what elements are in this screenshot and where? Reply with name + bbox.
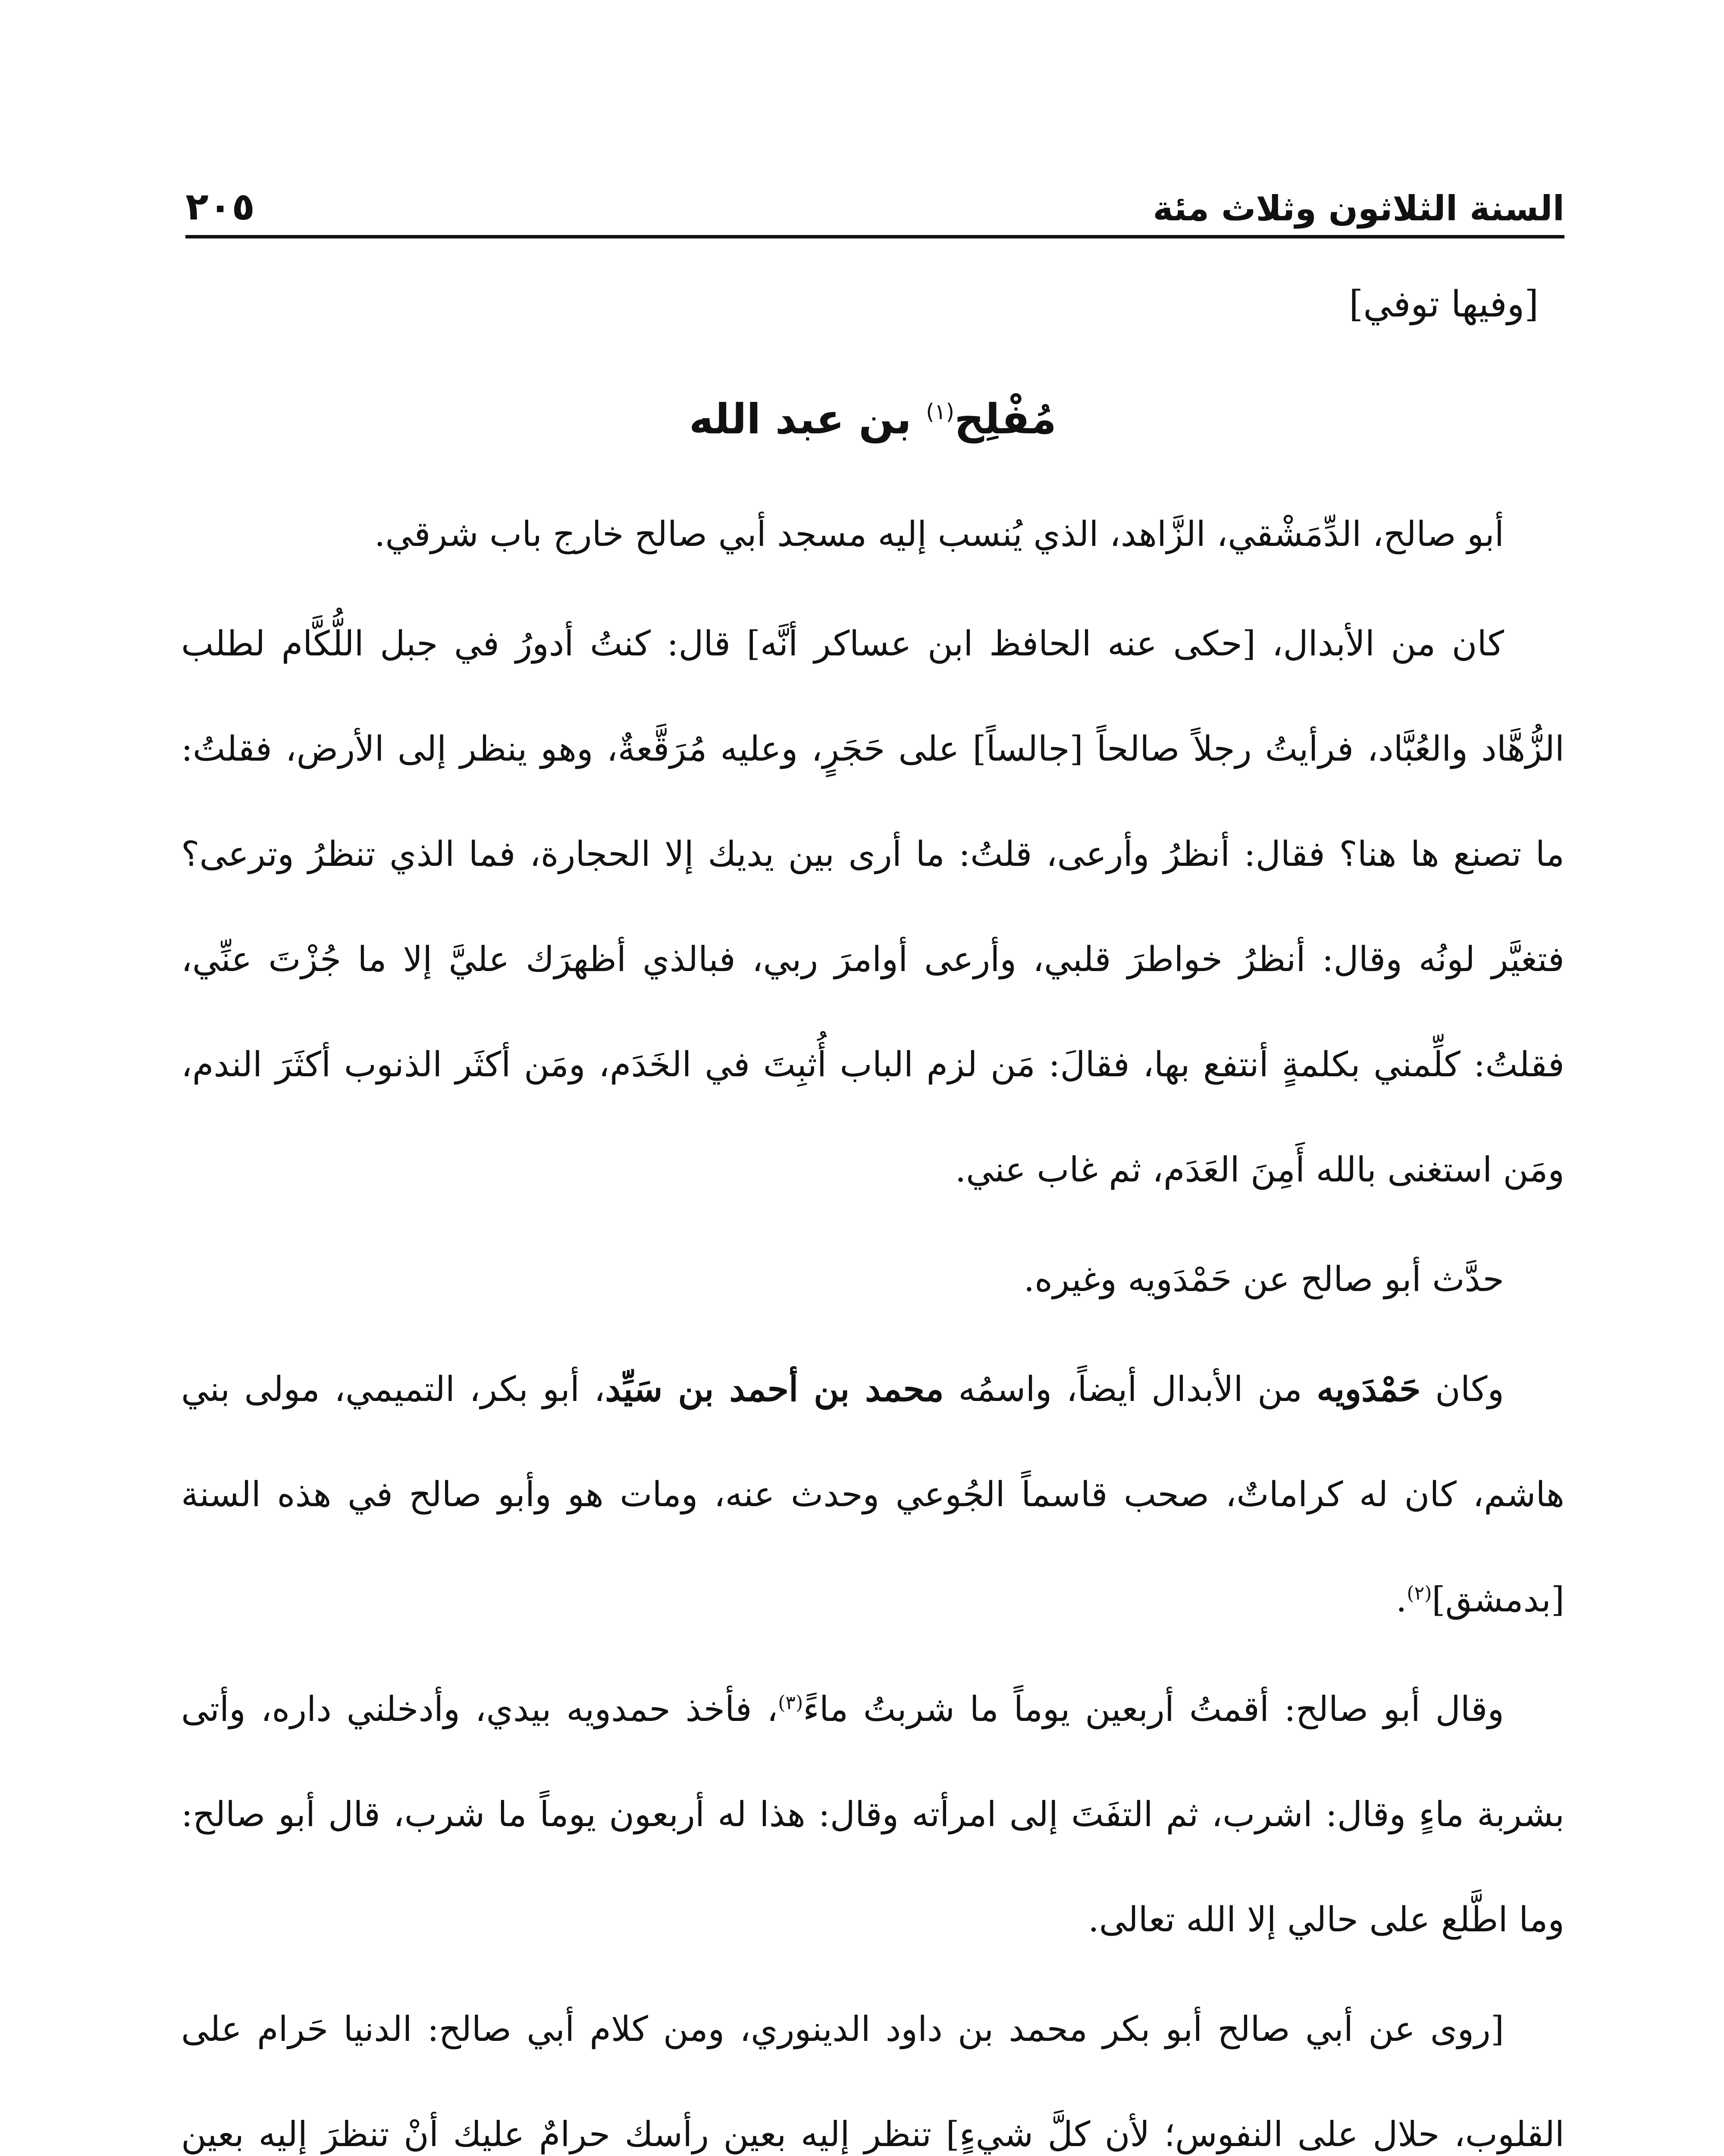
page-number: ٢٠٥ [185,184,255,229]
paragraph-text: كان من الأبدال، [حكى عنه الحافظ ابن عساكر أنَّه] قال: كنتُ أدورُ في جبل اللُّكَّام لطلب الزُّهَّاد والعُبَّاد، فرأيتُ رجلاً صالحاً [جالساً] على حَجَرٍ، وعليه مُرَقَّعةٌ، وهو ينظر إلى الأرض، فقلتُ: ما تصنع ها هنا؟ فقال: أنظرُ وأرعى، قلتُ: ما أرى بين يديك إلا الحجارة، فما الذي تنظرُ وترعى؟ فتغيَّر لونُه وقال: أنظرُ خواطرَ قلبي، وأرعى أوامرَ ربي، فبالذي أظهرَك عليَّ إلا ما جُزْتَ عنِّي، فقلتُ: كلِّمني بكلمةٍ أنتفع بها، فقالَ: مَن لزم الباب أُثبِتَ في الخَدَم، ومَن أكثَر الذنوب أكثَرَ الندم، ومَن استغنى بالله أَمِنَ العَدَم، ثم غاب عني. [181,624,1565,1190]
running-title: السنة الثلاثون وثلاث مئة [1153,188,1564,229]
paragraph-text: . [1395,1579,1407,1620]
paragraph-6 [181,1977,1564,2156]
heading-rest: بن عبد الله [689,395,926,443]
paragraph-3 [181,1227,1564,1332]
paragraph-text: وكان [1420,1369,1504,1409]
paragraph-1 [181,482,1564,587]
paragraph-4 [181,1336,1564,1652]
heading-footnote-ref: (١) [926,399,955,424]
paragraph-2 [181,591,1564,1222]
entry-heading [181,379,1564,451]
paragraph-5 [181,1657,1564,1972]
paragraph-text: ، فأخذ حمدويه بيدي، وأدخلني داره، وأتى بشربة ماءٍ وقال: اشرب، ثم التفَتَ إلى امرأته وقال: هذا له أربعون يوماً ما شرب، قال أبو صالح: وما اطَّلع على حالي إلا الله تعالى. [181,1689,1565,1940]
paragraph-text: ، أبو بكر، التميمي، مولى بني هاشم، كان له كراماتٌ، صحب قاسماً الجُوعي وحدث عنه، ومات هو وأبو صالح في هذه السنة [بدمشق] [181,1369,1564,1620]
bold-name: محمد بن أحمد بن سَيِّد [605,1369,944,1409]
paragraph-text: وقال أبو صالح: أقمتُ أربعين يوماً ما شربتُ ماءً [803,1689,1504,1729]
running-header [185,160,1564,229]
footnote-ref: (٣) [778,1692,803,1714]
bold-name: حَمْدَويه [1317,1369,1421,1409]
main-text [181,276,1564,2156]
heading-name: مُفْلِح [954,395,1057,443]
paragraph-text: حدَّث أبو صالح عن حَمْدَويه وغيره. [1023,1259,1504,1299]
bracket-note: [وفيها توفي] [1349,283,1539,325]
header-rule [185,235,1564,238]
footnote-ref: (٢) [1407,1582,1432,1604]
paragraph-text: [روى عن أبي صالح أبو بكر محمد بن داود الدينوري، ومن كلام أبي صالح: الدنيا حَرام على القلوب، حلال على النفوس؛ لأن كلَّ شيءٍ] تنظر إليه بعين رأسك حرامٌ عليك أنْ تنظرَ إليه بعين [181,2009,1564,2154]
paragraph-text: من الأبدال أيضاً، واسمُه [943,1369,1317,1409]
paragraph-text: أبو صالح، الدِّمَشْقي، الزَّاهد، الذي يُنسب إليه مسجد أبي صالح خارج باب شرقي. [374,514,1504,554]
